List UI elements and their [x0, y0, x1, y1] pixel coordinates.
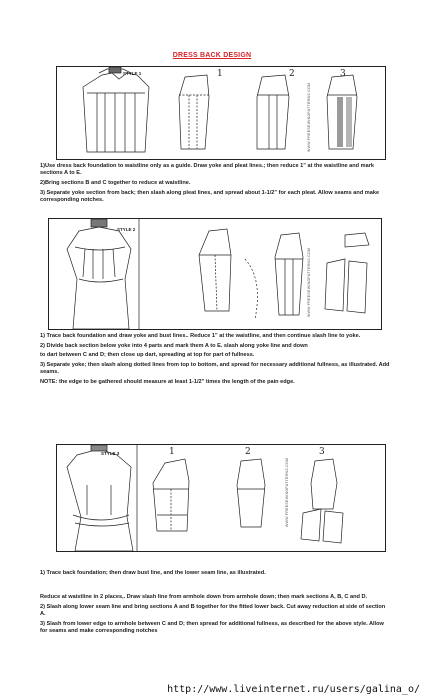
style1-watermark: WWW.FREESEWINGPATTERNS.COM: [307, 82, 311, 152]
style1-step-1-text: 1)Use dress back foundation to waistline only as a guide. Draw yoke and pleat lines.; then reduce 1" at the waistline and mark sections A to E.: [40, 163, 375, 177]
style2-step-1-text: 1) Trace back foundation and draw yoke and bust lines.. Reduce 1" at the waistline, and then continue slash line to yoke.: [40, 333, 361, 339]
style2-step-2b-text: to dart between C and D; then close up dart, spreading at top for part of fullness.: [40, 352, 255, 359]
page-title: DRESS BACK DESIGN: [172, 52, 252, 59]
style2-instructions: [40, 333, 390, 389]
style1-illustration-panel: [56, 66, 386, 160]
style3-step-1-instructions: [40, 570, 390, 580]
style1-drawing: [57, 67, 385, 159]
style1-label: STYLE 1: [123, 71, 142, 76]
style3-watermark: WWW.FREESEWINGPATTERNS.COM: [285, 457, 289, 527]
style2-label: STYLE 2: [117, 227, 136, 232]
style1-step-3-number: 3: [340, 69, 346, 79]
style2-drawing: [49, 219, 381, 329]
style2-watermark: WWW.FREESEWINGPATTERNS.COM: [307, 247, 311, 317]
style3-drawing: [57, 445, 385, 551]
style2-step-2-text: 2) Divide back section below yoke into 4 parts and mark them A to E. slash along yoke line and down: [40, 342, 308, 349]
style3-step-1-text: 1) Trace back foundation; then draw bust line, and the lower seam line, as illustrated.: [40, 570, 266, 576]
source-url[interactable]: http://www.liveinternet.ru/users/galina_o/: [167, 684, 420, 695]
style1-step-2-number: 2: [289, 69, 295, 79]
style1-step-1-number: 1: [217, 69, 223, 79]
style3-step-3-text: 3) Slash from lower edge to armhole between C and D; then spread for additional fullness, as described for the above style. Allow for seams and make corresponding notches: [40, 620, 384, 634]
style3-label: STYLE 3: [101, 451, 120, 456]
style3-step-2-text: 2) Slash along lower seam line and bring sections A and B together for the fitted lower back. Cut away reduction at side of section A.: [40, 603, 386, 617]
style1-step-3-text: 3) Separate yoke section from back; then slash along pleat lines, and spread about 1-1/2" for each pleat. Allow seams and make corresponding notches.: [40, 189, 380, 203]
style3-reduce-text: Reduce at waistline in 2 places,. Draw slash line from armhole down from armhole down; then mark sections A, B, C and D.: [40, 594, 368, 600]
style2-note-text: NOTE: the edge to be gathered should measure at least 1-1/2" times the length of the pain edge.: [40, 379, 295, 386]
style3-instructions: [40, 594, 390, 638]
style3-step-3-number: 3: [319, 447, 325, 457]
style3-step-2-number: 2: [245, 447, 251, 457]
style2-illustration-panel: [48, 218, 382, 330]
style2-step-3-text: 3) Separate yoke; then slash along dotted lines from top to bottom, and spread for necessary additional fullness, as illustrated. Add seams.: [40, 362, 390, 376]
style1-instructions: [40, 163, 390, 207]
style3-illustration-panel: [56, 444, 386, 552]
style3-step-1-number: 1: [169, 447, 175, 457]
style1-step-2-text: 2)Bring sections B and C together to reduce at waistline.: [40, 179, 191, 186]
